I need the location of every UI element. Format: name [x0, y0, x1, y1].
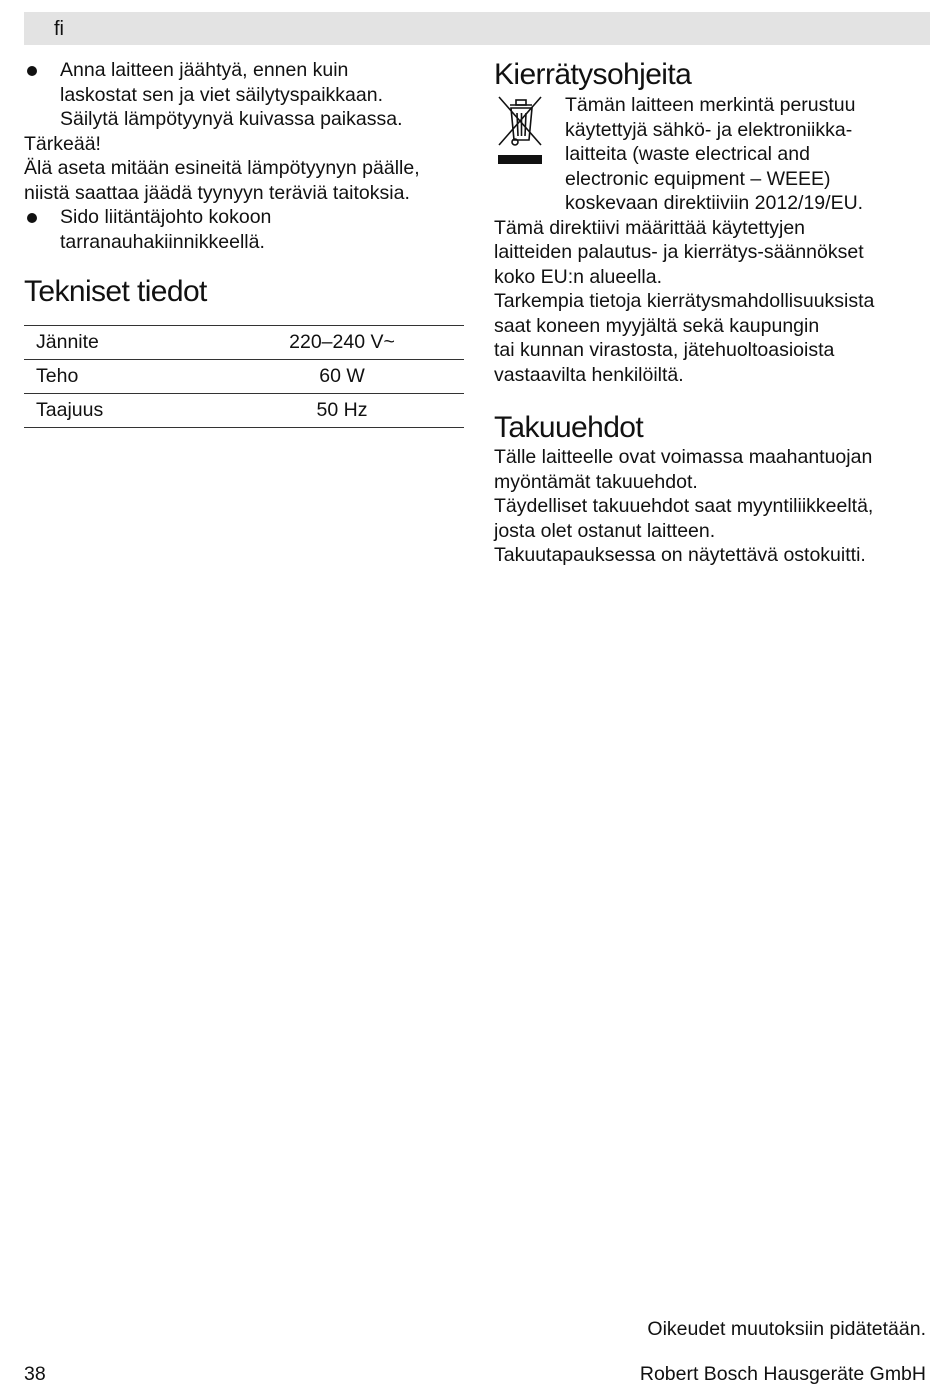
- warranty-text: Tälle laitteelle ovat voimassa maahantuojan: [494, 446, 873, 468]
- warranty-text: myöntämät takuuehdot.: [494, 470, 698, 493]
- spec-value: 60 W: [250, 360, 464, 394]
- rights-reserved-note: Oikeudet muutoksiin pidätetään.: [647, 1318, 926, 1340]
- spec-value: 220–240 V~: [250, 326, 464, 360]
- warranty-section: [494, 411, 930, 568]
- warranty-text: Täydelliset takuuehdot saat myyntiliikkeeltä,: [494, 495, 874, 517]
- spec-value: 50 Hz: [250, 394, 464, 428]
- warranty-heading: Takuuehdot: [494, 411, 644, 444]
- bullet-dot-icon: [27, 213, 37, 223]
- page-number: 38: [24, 1363, 46, 1385]
- weee-block: [494, 93, 930, 216]
- right-column: [494, 58, 930, 568]
- language-code: fi: [54, 18, 64, 40]
- tech-specs-heading: Tekniset tiedot: [24, 275, 207, 308]
- bullet-item: Anna laitteen jäähtyä, ennen kuin laskostat sen ja viet säilytyspaikkaan. Säilytä lämpötyynyä kuivassa paikassa.: [24, 58, 464, 132]
- header-bar: [24, 12, 930, 45]
- spec-label: Taajuus: [24, 394, 250, 428]
- important-label: Tärkeää!: [24, 132, 101, 155]
- weee-text: Tämän laitteen merkintä perustuu käytettyjä sähkö- ja elektroniikka- laitteita (waste electrical and electronic equipment – WEEE) koskevaan direktiiviin 2012/19/EU.: [565, 94, 864, 214]
- recycling-paragraph: Tämä direktiivi määrittää käytettyjen laitteiden palautus- ja kierrätys-säännökset koko EU:n alueella.: [494, 216, 864, 288]
- table-row: [24, 360, 464, 394]
- company-name: Robert Bosch Hausgeräte GmbH: [639, 1363, 926, 1385]
- recycling-heading: Kierrätysohjeita: [494, 58, 692, 91]
- left-column: [24, 58, 464, 428]
- warranty-text: Takuutapauksessa on näytettävä ostokuitti.: [494, 544, 866, 566]
- recycling-paragraph: Tarkempia tietoja kierrätysmahdollisuuksista saat koneen myyjältä sekä kaupungin tai kunnan virastosta, jätehuoltoasioista vastaavilta henkilöiltä.: [494, 290, 875, 386]
- spec-table: [24, 325, 464, 428]
- table-row: [24, 326, 464, 360]
- warranty-text: josta olet ostanut laitteen.: [494, 519, 716, 542]
- table-row: [24, 394, 464, 428]
- bullet-dot-icon: [27, 66, 37, 76]
- crossed-out-wheelie-bin-icon: [497, 95, 543, 165]
- important-text: Älä aseta mitään esineitä lämpötyynyn päälle, niistä saattaa jäädä tyynyyn teräviä taitoksia.: [24, 157, 420, 204]
- bullet-item: Sido liitäntäjohto kokoon tarranauhakiinnikkeellä.: [24, 205, 464, 254]
- spec-label: Teho: [24, 360, 250, 394]
- spec-label: Jännite: [24, 326, 250, 360]
